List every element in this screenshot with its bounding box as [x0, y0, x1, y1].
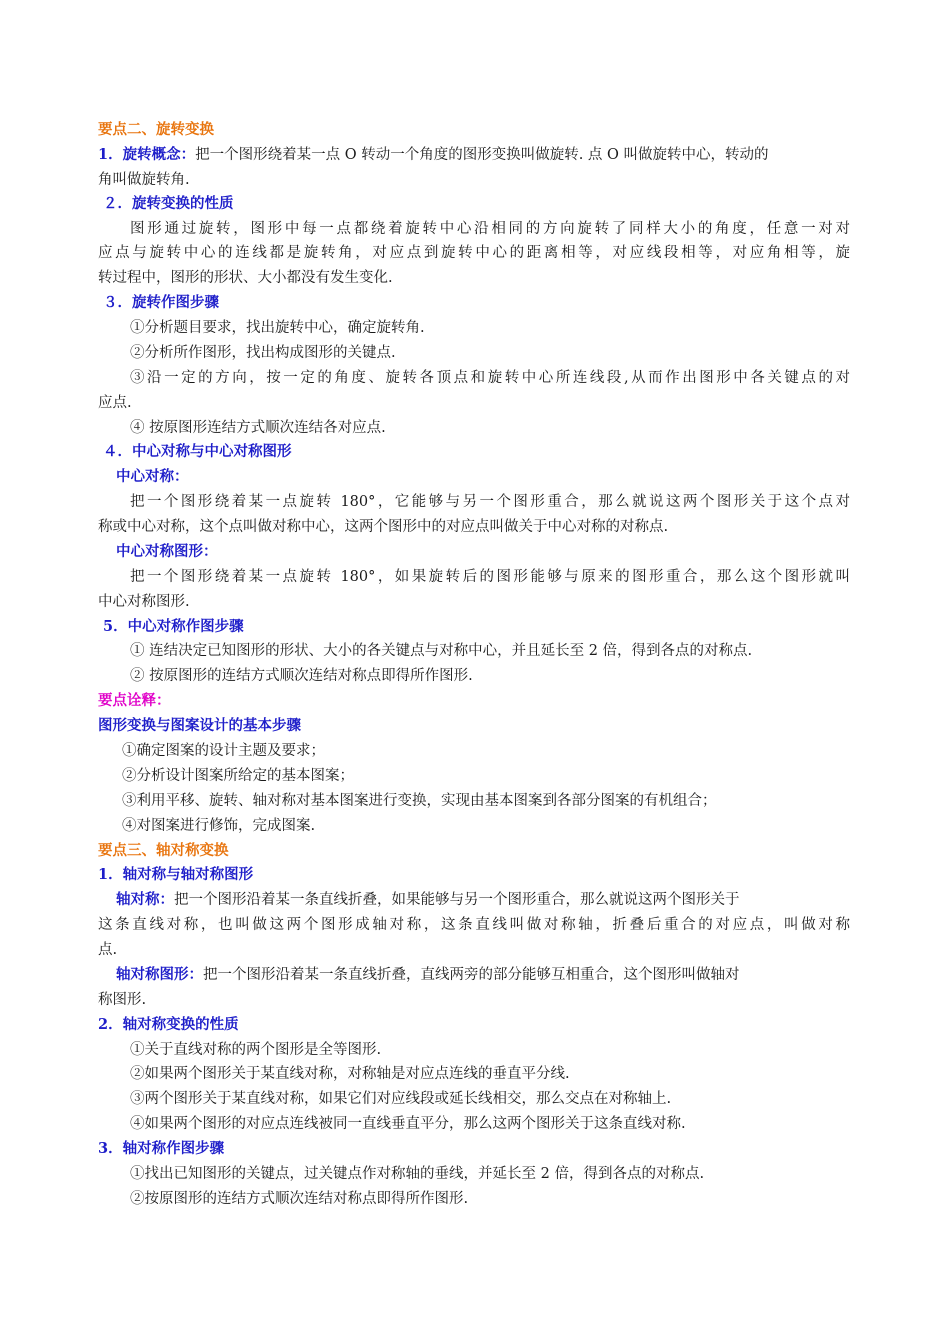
rotation-concept-line1 — [98, 145, 850, 165]
rotation-property-line3: 转过程中，图形的形状、大小都没有发生变化. — [98, 270, 393, 286]
rotation-steps-title: ３．旋转作图步骤 — [103, 294, 219, 311]
axis-symmetric-figure-text: 把一个图形沿着某一条直线折叠，直线两旁的部分能够互相重合，这个图形叫做轴对 — [203, 967, 740, 983]
axis-symmetry-label: 轴对称： — [116, 891, 174, 908]
design-step-2: ②分析设计图案所给定的基本图案； — [122, 768, 354, 784]
axis-property-1: ①关于直线对称的两个图形是全等图形. — [130, 1042, 382, 1058]
axis-symmetry-line2: 这条直线对称，也叫做这两个图形成轴对称，这条直线叫做对称轴，折叠后重合的对应点，叫做对称 — [98, 917, 850, 933]
axis-symmetric-figure-line2: 称图形. — [98, 992, 147, 1008]
central-symmetry-line1: 把一个图形绕着某一点旋转 180°，它能够与另一个图形重合，那么就说这两个图形关于这个点对 — [130, 494, 850, 510]
rotation-property-title: ２．旋转变换的性质 — [103, 195, 234, 212]
rotation-step-1: ①分析题目要求，找出旋转中心，确定旋转角. — [130, 320, 425, 336]
axis-symmetry-line1 — [116, 890, 740, 910]
design-steps-title: 图形变换与图案设计的基本步骤 — [98, 717, 301, 734]
design-step-3: ③利用平移、旋转、轴对称对基本图案进行变换，实现由基本图案到各部分图案的有机组合； — [122, 793, 717, 809]
axis-step-2: ②按原图形的连结方式顺次连结对称点即得所作图形. — [130, 1191, 469, 1207]
note-title: 要点诠释： — [98, 692, 171, 709]
central-symmetry-line2: 称或中心对称，这个点叫做对称中心，这两个图形中的对应点叫做关于中心对称的对称点. — [98, 519, 669, 535]
axis-symmetry-line3: 点. — [98, 942, 118, 958]
section3-title: 要点三、轴对称变换 — [98, 842, 229, 859]
axis-property-3: ③两个图形关于某直线对称，如果它们对应线段或延长线相交，那么交点在对称轴上. — [130, 1091, 672, 1107]
section2-title: 要点二、旋转变换 — [98, 121, 214, 138]
rotation-concept-label: 1．旋转概念： — [98, 146, 196, 163]
central-symmetry-steps-title: 5．中心对称作图步骤 — [103, 618, 244, 635]
rotation-step-3-line2: 应点. — [98, 395, 132, 411]
axis-symmetry-title: 1．轴对称与轴对称图形 — [98, 866, 254, 883]
axis-property-4: ④如果两个图形的对应点连线被同一直线垂直平分，那么这两个图形关于这条直线对称. — [130, 1116, 686, 1132]
central-symmetry-step-2: ② 按原图形的连结方式顺次连结对称点即得所作图形. — [130, 668, 473, 684]
central-symmetry-title: ４．中心对称与中心对称图形 — [103, 443, 292, 460]
axis-property-2: ②如果两个图形关于某直线对称，对称轴是对应点连线的垂直平分线. — [130, 1066, 570, 1082]
central-symmetric-figure-label: 中心对称图形： — [116, 543, 218, 560]
axis-symmetric-figure-label: 轴对称图形： — [116, 966, 203, 983]
axis-symmetry-text: 把一个图形沿着某一条直线折叠，如果能够与另一个图形重合，那么就说这两个图形关于 — [174, 892, 740, 908]
axis-step-1: ①找出已知图形的关键点，过关键点作对称轴的垂线，并延长至 2 倍，得到各点的对称点. — [130, 1166, 705, 1182]
rotation-concept-text: 把一个图形绕着某一点 O 转动一个角度的图形变换叫做旋转. 点 O 叫做旋转中心，转动的 — [195, 147, 769, 163]
rotation-property-line1: 图形通过旋转，图形中每一点都绕着旋转中心沿相同的方向旋转了同样大小的角度，任意一对对 — [130, 221, 850, 237]
rotation-step-3-line1: ③沿一定的方向，按一定的角度、旋转各顶点和旋转中心所连线段,从而作出图形中各关键点的对 — [130, 370, 850, 386]
design-step-4: ④对图案进行修饰，完成图案. — [122, 818, 316, 834]
axis-symmetric-figure-line1 — [116, 965, 740, 985]
central-symmetry-step-1: ① 连结决定已知图形的形状、大小的各关键点与对称中心，并且延长至 2 倍，得到各点的对称点. — [130, 643, 753, 659]
axis-property-title: 2．轴对称变换的性质 — [98, 1016, 239, 1033]
design-step-1: ①确定图案的设计主题及要求； — [122, 743, 325, 759]
axis-steps-title: 3．轴对称作图步骤 — [98, 1140, 225, 1157]
central-symmetric-figure-line2: 中心对称图形. — [98, 594, 190, 610]
central-symmetric-figure-line1: 把一个图形绕着某一点旋转 180°，如果旋转后的图形能够与原来的图形重合，那么这个图形就叫 — [130, 569, 850, 585]
rotation-step-4: ④ 按原图形连结方式顺次连结各对应点. — [130, 420, 386, 436]
central-symmetry-label: 中心对称： — [116, 468, 189, 485]
rotation-property-line2: 应点与旋转中心的连线都是旋转角，对应点到旋转中心的距离相等，对应线段相等，对应角相等，旋 — [98, 245, 850, 261]
rotation-concept-line2: 角叫做旋转角. — [98, 172, 190, 188]
rotation-step-2: ②分析所作图形，找出构成图形的关键点. — [130, 345, 396, 361]
